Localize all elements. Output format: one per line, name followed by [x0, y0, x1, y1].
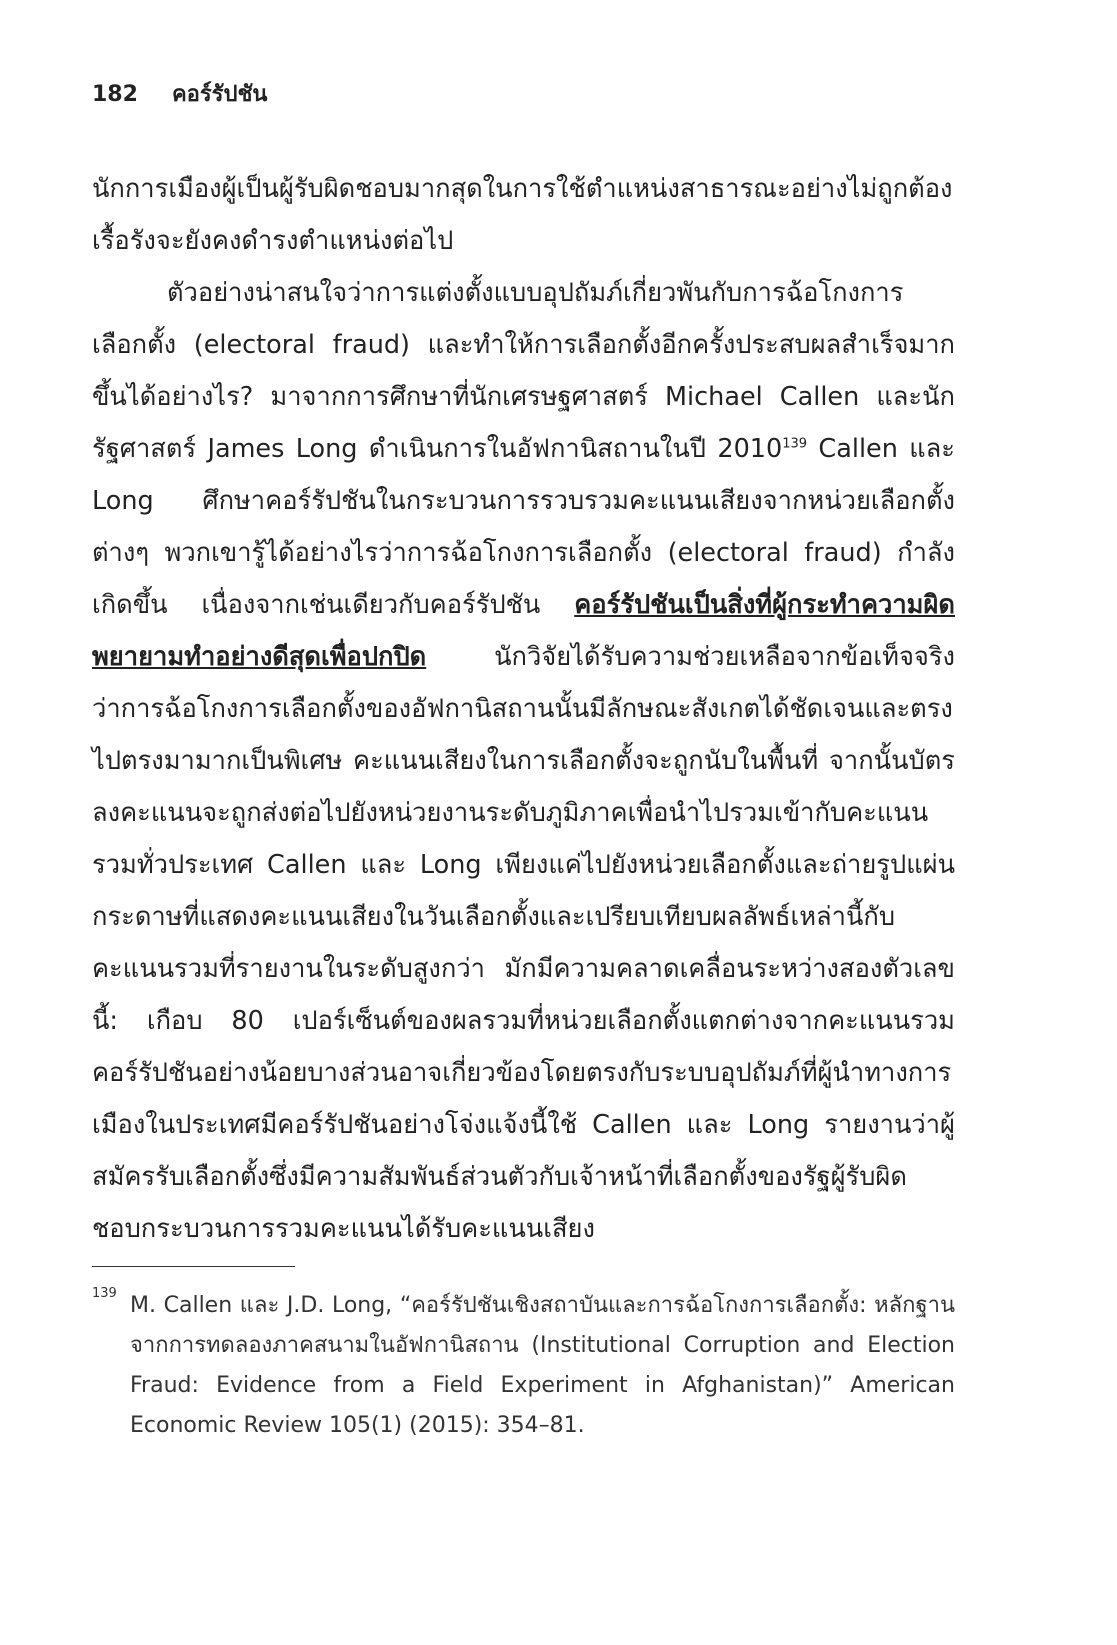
paragraph-1: นักการเมืองผู้เป็นผู้รับผิดชอบมากสุดในการใช้ตำแหน่งสาธารณะอย่างไม่ถูกต้องเรื้อรังจะยังคงดำรงตำแหน่งต่อไป	[92, 174, 953, 256]
paragraph-2-text-b: Callen และ Long ศึกษาคอร์รัปชันในกระบวนการรวบรวมคะแนนเสียงจากหน่วยเลือกตั้งต่างๆ พวกเขารู้ได้อย่างไรว่าการฉ้อโกงการเลือกตั้ง (electoral fraud) กำลังเกิดขึ้น เนื่องจากเช่นเดียวกับคอร์รัปชัน	[92, 434, 955, 620]
paragraph-2	[92, 267, 955, 1255]
running-title: คอร์รัปชัน	[171, 82, 268, 107]
paragraph-2-text-a: ตัวอย่างน่าสนใจว่าการแต่งตั้งแบบอุปถัมภ์เกี่ยวพันกับการฉ้อโกงการเลือกตั้ง (electoral fraud) และทำให้การเลือกตั้งอีกครั้งประสบผลสำเร็จมากขึ้นได้อย่างไร? มาจากการศึกษาที่นักเศรษฐศาสตร์ Michael Callen และนักรัฐศาสตร์ James Long ดำเนินการในอัฟกานิสถานในปี 2010	[92, 278, 955, 464]
footnote-text: M. Callen และ J.D. Long, “คอร์รัปชันเชิงสถาบันและการฉ้อโกงการเลือกตั้ง: หลักฐานจากการทดลองภาคสนามในอัฟกานิสถาน (Institutional Corruption and Election Fraud: Evidence from a Field Experiment in Afghanistan)” American Economic Review 105(1) (2015): 354–81.	[130, 1293, 955, 1438]
body-text	[92, 163, 955, 1255]
footnote-reference[interactable]: 139	[782, 436, 808, 452]
footnote-divider	[92, 1266, 295, 1267]
running-header	[92, 76, 267, 111]
footnote-number: 139	[92, 1286, 117, 1301]
paragraph-2-text-c: นักวิจัยได้รับความช่วยเหลือจากข้อเท็จจริงว่าการฉ้อโกงการเลือกตั้งของอัฟกานิสถานนั้นมีลักษณะสังเกตได้ชัดเจนและตรงไปตรงมามากเป็นพิเศษ คะแนนเสียงในการเลือกตั้งจะถูกนับในพื้นที่ จากนั้นบัตรลงคะแนนจะถูกส่งต่อไปยังหน่วยงานระดับภูมิภาคเพื่อนำไปรวมเข้ากับคะแนนรวมทั่วประเทศ Callen และ Long เพียงแค่ไปยังหน่วยเลือกตั้งและถ่ายรูปแผ่นกระดาษที่แสดงคะแนนเสียงในวันเลือกตั้งและเปรียบเทียบผลลัพธ์เหล่านี้กับคะแนนรวมที่รายงานในระดับสูงกว่า มักมีความคลาดเคลื่อนระหว่างสองตัวเลขนี้: เกือบ 80 เปอร์เซ็นต์ของผลรวมที่หน่วยเลือกตั้งแตกต่างจากคะแนนรวม คอร์รัปชันอย่างน้อยบางส่วนอาจเกี่ยวข้องโดยตรงกับระบบอุปถัมภ์ที่ผู้นำทางการเมืองในประเทศมีคอร์รัปชันอย่างโจ่งแจ้งนี้ใช้ Callen และ Long รายงานว่าผู้สมัครรับเลือกตั้งซึ่งมีความสัมพันธ์ส่วนตัวกับเจ้าหน้าที่เลือกตั้งของรัฐผู้รับผิดชอบกระบวนการรวมคะแนนได้รับคะแนนเสียง	[92, 642, 955, 1244]
page-number: 182	[92, 82, 138, 107]
emphasized-phrase: คอร์รัปชันเป็นสิ่งที่ผู้กระทำความผิดพยายามทำอย่างดีสุดเพื่อปกปิด	[92, 590, 955, 672]
footnote	[92, 1286, 955, 1446]
